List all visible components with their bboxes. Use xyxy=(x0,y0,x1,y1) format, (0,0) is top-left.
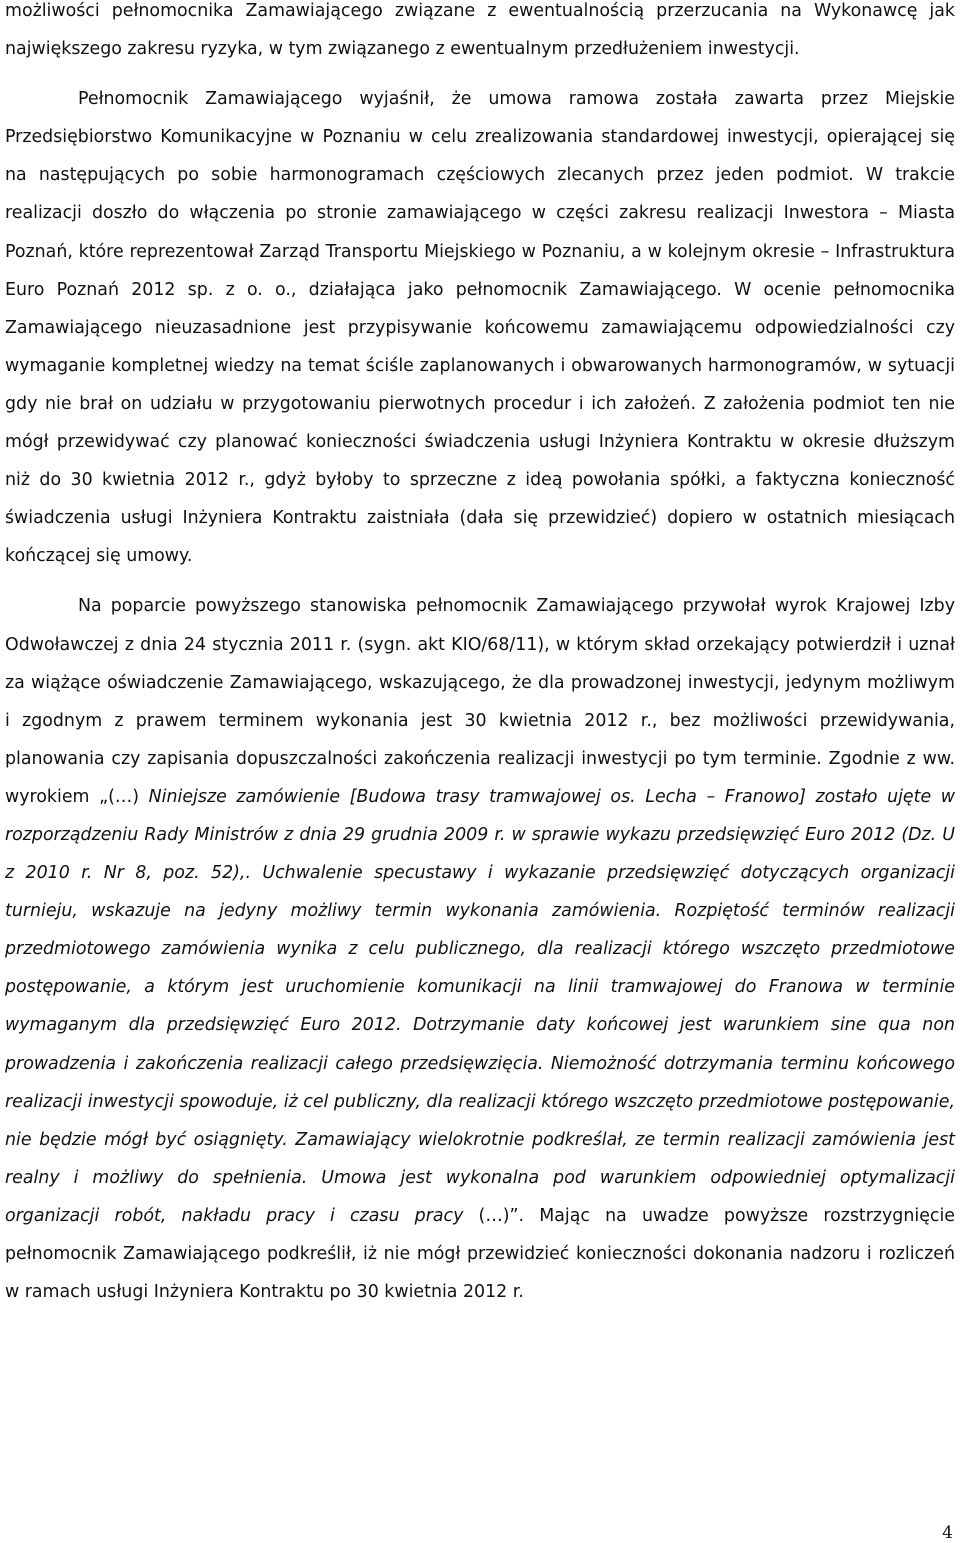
quote-end: (…)”. xyxy=(463,1205,540,1226)
paragraph-text: Mając na uwadze powyższe rozstrzygnięcie pełnomocnik Zamawiającego podkreślił, iż nie mógł przewidzieć konieczności dokonania nadzoru i rozliczeń w ramach usługi Inżyniera Kontraktu po 30 kwietnia 2012 r. xyxy=(5,1205,955,1303)
paragraph xyxy=(5,587,955,1311)
paragraph-text: Na poparcie powyższego stanowiska pełnomocnik Zamawiającego przywołał wyrok Krajowej Izby Odwoławczej z dnia 24 stycznia 2011 r. (sygn. akt KIO/68/11), w którym skład orzekający potwierdził i uznał za wiążące oświadczenie Zamawiającego, wskazującego, że dla prowadzonej inwestycji, jedynym możliwym i zgodnym z prawem terminem wykonania jest 30 kwietnia 2012 r., bez możliwości przewidywania, planowania czy zapisania dopuszczalności zakończenia realizacji inwestycji po tym terminie. Zgodnie z ww. wyrokiem „(…) xyxy=(5,596,955,807)
quoted-text: Niniejsze zamówienie [Budowa trasy tramwajowej os. Lecha – Franowo] zostało ujęte w rozporządzeniu Rady Ministrów z dnia 29 grudnia 2009 r. w sprawie wykazu przedsięwzięć Euro 2012 (Dz. U z 2010 r. Nr 8, poz. 52),. Uchwalenie specustawy i wykazanie przedsięwzięć dotyczących organizacji turnieju, wskazuje na jedyny możliwy termin wykonania zamówienia. Rozpiętość terminów realizacji przedmiotowego zamówienia wynika z celu publicznego, dla realizacji którego wszczęto przedmiotowe postępowanie, a którym jest uruchomienie komunikacji na linii tramwajowej do Franowa w terminie wymaganym dla przedsięwzięć Euro 2012. Dotrzymanie daty końcowej jest warunkiem sine qua non prowadzenia i zakończenia realizacji całego przedsięwzięcia. Niemożność dotrzymania terminu końcowego realizacji inwestycji spowoduje, iż cel publiczny, dla realizacji którego wszczęto przedmiotowe postępowanie, nie będzie mógł być osiągnięty. Zamawiający wielokrotnie podkreślał, ze termin realizacji zamówienia jest realny i możliwy do spełnienia. Umowa jest wykonalna pod warunkiem odpowiedniej optymalizacji organizacji robót, nakładu pracy i czasu pracy xyxy=(5,786,955,1226)
page-number: 4 xyxy=(942,1523,953,1543)
paragraph: Pełnomocnik Zamawiającego wyjaśnił, że umowa ramowa została zawarta przez Miejskie Przedsiębiorstwo Komunikacyjne w Poznaniu w celu zrealizowania standardowej inwestycji, opierającej się na następujących po sobie harmonogramach częściowych zlecanych przez jeden podmiot. W trakcie realizacji doszło do włączenia po stronie zamawiającego w części zakresu realizacji Inwestora – Miasta Poznań, które reprezentował Zarząd Transportu Miejskiego w Poznaniu, a w kolejnym okresie – Infrastruktura Euro Poznań 2012 sp. z o. o., działająca jako pełnomocnik Zamawiającego. W ocenie pełnomocnika Zamawiającego nieuzasadnione jest przypisywanie końcowemu zamawiającemu odpowiedzialności czy wymaganie kompletnej wiedzy na temat ściśle zaplanowanych i obwarowanych harmonogramów, w sytuacji gdy nie brał on udziału w przygotowaniu pierwotnych procedur i ich założeń. Z założenia podmiot ten nie mógł przewidywać czy planować konieczności świadczenia usługi Inżyniera Kontraktu w okresie dłuższym niż do 30 kwietnia 2012 r., gdyż byłoby to sprzeczne z ideą powołania spółki, a faktyczna konieczność świadczenia usługi Inżyniera Kontraktu zaistniała (dała się przewidzieć) dopiero w ostatnich miesiącach kończącej się umowy. xyxy=(5,89,955,567)
paragraph: możliwości pełnomocnika Zamawiającego związane z ewentualnością przerzucania na Wykonawcę jak największego zakresu ryzyka, w tym związanego z ewentualnym przedłużeniem inwestycji. xyxy=(5,1,955,60)
